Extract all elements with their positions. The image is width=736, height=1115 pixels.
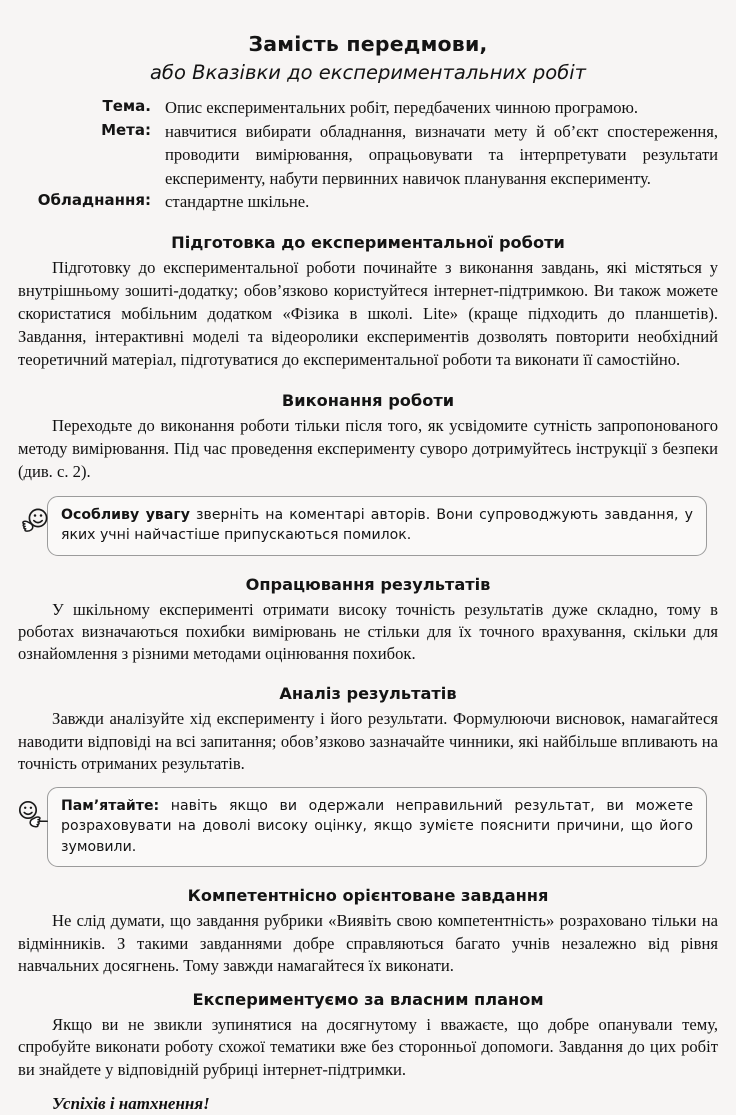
closing-line: Успіхів і натхнення! xyxy=(52,1093,210,1113)
callout-remember-text xyxy=(61,796,693,857)
callout-remember-lead: Пам’ятайте: xyxy=(61,798,160,815)
definition-row-equipment xyxy=(18,190,718,214)
smiley-pointing-hand-icon xyxy=(17,797,51,831)
callout-attention-body: зверніть на коментарі авторів. Вони супроводжують завдання, у яких учні найчастіше припускаються помилок. xyxy=(61,506,693,544)
callout-attention xyxy=(47,496,707,556)
definition-text-goal: навчитися вибирати обладнання, визначати мету й об’єкт спостереження, проводити вимірювання, опрацьовувати та інтерпретувати результати експерименту, набути первинних навичок планування експерименту. xyxy=(165,121,718,188)
definition-label-goal: Мета: xyxy=(101,120,151,139)
section-heading-analysis: Аналіз результатів xyxy=(279,684,457,704)
callout-remember-body: навіть якщо ви одержали неправильний результат, ви можете розраховувати на доволі високу оцінку, якщо зумієте пояснити причини, що його зумовили. xyxy=(61,798,693,855)
definition-label-equipment: Обладнання: xyxy=(37,191,151,210)
section-paragraph-own-plan: Якщо ви не звикли зупинятися на досягнутому і вважаєте, що добре опанували тему, спробуйте виконати роботу схожої тематики вже без сторонньої допомоги. Завдання до цих робіт ви знайдете у відповідній рубриці інтернет-підтримки. xyxy=(18,1015,718,1079)
definition-row-topic xyxy=(18,96,718,120)
section-paragraph-competence: Не слід думати, що завдання рубрики «Виявіть свою компетентність» розраховано тільки на відмінників. З такими завданнями добре справляються багато учнів незалежно від рівня навчальних досягнень. Тому завжди намагайтеся їх виконати. xyxy=(18,911,718,975)
callout-attention-lead: Особливу увагу xyxy=(61,506,190,523)
callout-attention-wrapper xyxy=(47,496,707,556)
section-heading-own-plan: Експериментуємо за власним планом xyxy=(192,990,544,1010)
definition-label-topic: Тема. xyxy=(102,96,151,115)
definition-row-goal xyxy=(18,120,718,191)
smiley-pointing-hand-icon xyxy=(17,504,51,538)
section-paragraph-processing: У шкільному експерименті отримати високу точність результатів дуже складно, тому в роботах визначаються похибки вимірювань не стільки для їх точного врахування, скільки для ознайомлення з різними методами оцінювання похибок. xyxy=(18,599,718,664)
section-heading-processing: Опрацювання результатів xyxy=(245,574,491,594)
section-heading-performing: Виконання роботи xyxy=(281,390,455,410)
section-paragraph-performing: Переходьте до виконання роботи тільки після того, як усвідомите сутність запропонованого методу вимірювання. Під час проведення експерименту суворо дотримуйтесь інструкції з безпеки (див. с. 2). xyxy=(18,415,718,481)
callout-attention-text xyxy=(61,505,693,546)
definition-text-equipment: стандартне шкільне. xyxy=(165,192,310,212)
section-paragraph-analysis: Завжди аналізуйте хід експерименту і його результати. Формулюючи висновок, намагайтеся наводити відповіді на всі запитання; обов’язково зазначайте чинники, які найбільше впливають на точність отриманих результатів. xyxy=(18,709,718,773)
page-subtitle: або Вказівки до експериментальних робіт xyxy=(149,60,587,84)
section-heading-preparation: Підготовка до експериментальної роботи xyxy=(171,232,565,252)
callout-remember xyxy=(47,787,707,867)
definition-text-topic: Опис експериментальних робіт, передбачених чинною програмою. xyxy=(165,97,639,117)
page-title: Замість передмови, xyxy=(248,32,488,56)
section-paragraph-preparation: Підготовку до експериментальної роботи починайте з виконання завдань, які містяться у внутрішньому зошиті-додатку; обов’язково користуйтеся інтернет-підтримкою. Ви також можете скористатися мобільним додатком «Фізика в школі. Lite» (краще підходить до планшетів). Завдання, інтерактивні моделі та відеоролики експериментів дозволять повторити необхідний теоретичний матеріал, підготуватися до експериментальної роботи та виконати її самостійно. xyxy=(18,257,718,369)
section-heading-competence: Компетентнісно орієнтоване завдання xyxy=(187,886,549,906)
callout-remember-wrapper xyxy=(47,787,707,867)
definition-list xyxy=(18,96,718,214)
